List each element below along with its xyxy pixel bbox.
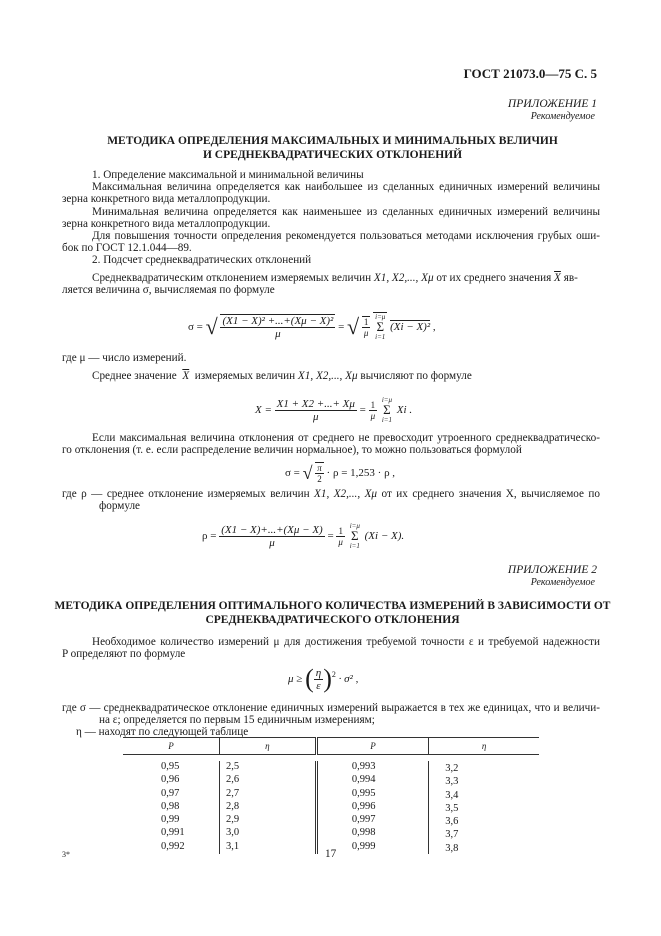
mean-intro-text-a: Среднее значение bbox=[92, 370, 177, 382]
table-cell: 3,0 bbox=[220, 827, 317, 840]
table-cell: 0,992 bbox=[161, 840, 185, 852]
mean-intro-vars: X1, X2,..., Xμ bbox=[297, 370, 358, 382]
header-eta-1: η bbox=[220, 738, 317, 755]
formula-mean bbox=[255, 396, 412, 424]
formula-normal-two: 2 bbox=[315, 473, 324, 484]
sum-top: i=μ bbox=[381, 396, 393, 404]
table-cell: 3,8 bbox=[429, 841, 539, 854]
formula-sigma-eq: = bbox=[338, 320, 345, 333]
formula-mean-sum: i=μ Σ i=1 bbox=[381, 396, 393, 424]
normal-paragraph-line2: го отклонения (т. е. если распределение величин нормальное), то можно пользоваться формулой bbox=[62, 444, 522, 456]
table-cell: 2,6 bbox=[220, 774, 317, 787]
requirement-line1: Необходимое количество измерений μ для достижения требуемой точности ε и требуемой надежности bbox=[92, 636, 600, 648]
table-header-row bbox=[123, 738, 539, 755]
min-paragraph-line2: зерна конкретного вида металлопродукции. bbox=[62, 218, 271, 230]
table-cell: 2,7 bbox=[220, 788, 317, 801]
table-cell: 3,6 bbox=[429, 814, 539, 827]
sheet-mark: 3* bbox=[62, 850, 70, 859]
section2-heading: 2. Подсчет среднеквадратических отклонений bbox=[92, 254, 312, 266]
where-sigma-line2: на ε; определяется по первым 15 единичным измерениям; bbox=[99, 714, 375, 726]
table-cell: 2,9 bbox=[220, 814, 317, 827]
formula-mean-fraction bbox=[275, 398, 357, 423]
formula-normal-lhs: σ = bbox=[285, 467, 300, 479]
sqrt-sign-2: √ bbox=[347, 313, 360, 339]
formula-mu: μ ≥ ( $\frac{\eta}{\varepsilon}$ )$^2$ · σ² , bbox=[288, 664, 359, 693]
eta-table bbox=[123, 737, 539, 854]
appendix2-title-line1: МЕТОДИКА ОПРЕДЕЛЕНИЯ ОПТИМАЛЬНОГО КОЛИЧЕСТВА ИЗМЕРЕНИЙ В ЗАВИСИМОСТИ ОТ bbox=[54, 600, 611, 612]
formula-normal-fraction bbox=[315, 462, 324, 484]
table-cell: 0,997 bbox=[316, 814, 428, 827]
formula-normal bbox=[285, 462, 395, 484]
rms-intro-text-c: яв- bbox=[563, 272, 578, 284]
table-cell: 0,993 bbox=[316, 761, 428, 774]
formula-sigma-comma: , bbox=[432, 320, 436, 333]
appendix2-label: ПРИЛОЖЕНИЕ 2 bbox=[507, 564, 597, 576]
table-cell: 0,99 bbox=[161, 814, 180, 826]
table-row bbox=[123, 774, 539, 787]
rms-intro-vars: X1, X2,..., Xμ bbox=[373, 272, 434, 284]
max-paragraph-line1: Максимальная величина определяется как наибольшее из сделанных единичных измерений величины bbox=[92, 181, 600, 193]
formula-mu-epsilon: ε bbox=[314, 679, 323, 692]
formula-sigma-fraction bbox=[220, 314, 335, 340]
table-row bbox=[123, 827, 539, 840]
formula-rho-denominator: μ bbox=[219, 536, 325, 549]
formula-mean-one: 1 bbox=[370, 399, 376, 410]
appendix2-status: Рекомендуемое bbox=[530, 577, 595, 588]
table-cell: 0,98 bbox=[161, 800, 180, 812]
rho-text-a: где ρ — среднее отклонение измеряемых величин bbox=[62, 488, 310, 500]
rms-intro-text-b: от их среднего значения bbox=[436, 272, 552, 284]
table-row bbox=[123, 761, 539, 774]
table-cell: 0,996 bbox=[316, 801, 428, 814]
formula-normal-rest: · ρ = 1,253 · ρ , bbox=[326, 467, 396, 479]
formula-rho-one-over-mu bbox=[336, 526, 345, 547]
table-cell: 3,7 bbox=[429, 827, 539, 840]
header-p-1: P bbox=[123, 738, 220, 755]
formula-rho-body: (Xi − X). bbox=[364, 530, 405, 542]
formula-sigma-numerator: (X1 − X)² +...+(Xμ − X)² bbox=[222, 314, 334, 327]
table-row bbox=[123, 814, 539, 827]
sqrt-sign: √ bbox=[205, 313, 218, 339]
sqrt-sign-3: √ bbox=[302, 462, 313, 483]
formula-rho-lhs: ρ = bbox=[202, 530, 217, 542]
table-cell: 0,95 bbox=[161, 761, 180, 772]
formula-rho-mu: μ bbox=[338, 536, 343, 547]
rho-paragraph-line1 bbox=[62, 488, 600, 501]
sum-top: i=μ bbox=[375, 313, 386, 321]
requirement-line2: P определяют по формуле bbox=[62, 648, 186, 660]
table-body bbox=[123, 755, 539, 855]
table-cell: 0,97 bbox=[161, 787, 180, 799]
table-cell: 0,991 bbox=[161, 827, 185, 839]
formula-mu-fraction bbox=[314, 667, 323, 692]
appendix1-label: ПРИЛОЖЕНИЕ 1 bbox=[507, 98, 597, 110]
sum-bottom: i=1 bbox=[381, 416, 393, 424]
rho-paragraph-line2: формуле bbox=[99, 500, 140, 512]
document-header: ГОСТ 21073.0—75 С. 5 bbox=[463, 66, 597, 81]
formula-rho-one: 1 bbox=[338, 525, 343, 536]
formula-sigma bbox=[188, 312, 436, 341]
formula-mu-rest: · σ² , bbox=[338, 673, 359, 685]
rho-text-b: от их среднего значения X, вычисляемое по bbox=[381, 488, 601, 500]
mean-intro-text-b: измеряемых величин bbox=[194, 370, 296, 382]
where-eta: η — находят по следующей таблице bbox=[76, 726, 249, 738]
formula-rho-sum: i=μ Σ i=1 bbox=[349, 522, 360, 550]
table-cell: 0,995 bbox=[316, 788, 428, 801]
table-cell: 0,96 bbox=[161, 774, 180, 786]
table-cell: 2,8 bbox=[220, 801, 317, 814]
normal-paragraph-line1: Если максимальная величина отклонения от среднего не превосходит утроенного среднеквадратическо- bbox=[92, 432, 600, 444]
formula-mu-eta: η bbox=[315, 666, 322, 679]
formula-mean-one-over-mu bbox=[369, 400, 378, 421]
table-cell: 3,3 bbox=[429, 774, 539, 787]
min-paragraph-line1: Минимальная величина определяется как наименьшее из сделанных единичных измерений величины bbox=[92, 206, 600, 218]
table-cell: 3,4 bbox=[429, 788, 539, 801]
formula-mean-mu: μ bbox=[370, 410, 376, 421]
formula-mean-eq: = bbox=[359, 404, 366, 416]
formula-normal-pi: π bbox=[317, 463, 322, 473]
accuracy-paragraph-line2: бок по ГОСТ 12.1.044—89. bbox=[62, 242, 192, 254]
formula-rho-fraction bbox=[219, 524, 325, 549]
where-mu: где μ — число измерений. bbox=[62, 352, 187, 364]
formula-mean-numerator: X1 + X2 +...+ Xμ bbox=[276, 397, 355, 410]
sum-bottom: i=1 bbox=[349, 542, 360, 550]
appendix1-title-line2: И СРЕДНЕКВАДРАТИЧЕСКИХ ОТКЛОНЕНИЙ bbox=[202, 149, 463, 161]
mean-intro-text-c: вычисляют по формуле bbox=[360, 370, 472, 382]
appendix2-title bbox=[50, 599, 615, 627]
appendix1-title bbox=[50, 134, 615, 162]
rms-intro-line2: ляется величина σ, вычисляемая по формуле bbox=[62, 284, 275, 296]
max-paragraph-line2: зерна конкретного вида металлопродукции. bbox=[62, 193, 271, 205]
formula-mean-body: Xi . bbox=[396, 404, 413, 416]
accuracy-paragraph-line1: Для повышения точности определения рекомендуется пользоваться методами исключения грубых оши- bbox=[92, 230, 600, 242]
sum-bottom: i=1 bbox=[375, 333, 386, 341]
table-cell: 3,1 bbox=[220, 841, 317, 854]
formula-mu-lhs: μ ≥ bbox=[288, 673, 303, 685]
header-eta-2: η bbox=[429, 738, 539, 755]
formula-sigma-one-over-mu: $\frac{1}{\mu}$ bbox=[363, 316, 369, 338]
formula-sigma-sum-body: (Xi − X)² bbox=[390, 321, 431, 333]
appendix1-status: Рекомендуемое bbox=[530, 111, 595, 122]
mean-intro bbox=[92, 370, 472, 383]
formula-sigma-lhs: σ = bbox=[188, 320, 203, 333]
table-cell: 0,999 bbox=[316, 841, 428, 854]
table-cell: 2,5 bbox=[220, 761, 317, 774]
formula-sigma-sum: i=μ Σ i=1 bbox=[375, 313, 386, 341]
formula-rho-numerator: (X1 − X)+...+(Xμ − X) bbox=[221, 523, 323, 536]
where-sigma-line1: где σ — среднеквадратическое отклонение единичных измерений выражается в тех же единицах, что и величи- bbox=[62, 702, 600, 714]
rms-intro-text-a: Среднеквадратическим отклонением измеряемых величин bbox=[92, 272, 372, 284]
rho-vars: X1, X2,..., Xμ bbox=[314, 488, 378, 500]
table-cell: 3,5 bbox=[429, 801, 539, 814]
formula-rho-eq: = bbox=[327, 530, 334, 542]
table-cell: 0,994 bbox=[316, 774, 428, 787]
formula-sigma-denominator: μ bbox=[220, 327, 335, 340]
page-number: 17 bbox=[325, 848, 337, 860]
table-cell: 3,2 bbox=[429, 761, 539, 774]
mean-intro-xbar: $\overline{X}$ bbox=[182, 370, 190, 382]
appendix2-title-line2: СРЕДНЕКВАДРАТИЧЕСКОГО ОТКЛОНЕНИЯ bbox=[205, 614, 460, 626]
formula-rho bbox=[202, 522, 404, 550]
section1-heading: 1. Определение максимальной и минимальной величины bbox=[92, 169, 364, 181]
appendix1-title-line1: МЕТОДИКА ОПРЕДЕЛЕНИЯ МАКСИМАЛЬНЫХ И МИНИМАЛЬНЫХ ВЕЛИЧИН bbox=[107, 135, 558, 147]
table-row bbox=[123, 801, 539, 814]
header-p-2: P bbox=[316, 738, 428, 755]
formula-mean-denominator: μ bbox=[275, 410, 357, 423]
rms-intro-xbar: $\overline{X}$ bbox=[554, 272, 561, 284]
table-cell: 0,998 bbox=[316, 827, 428, 840]
table-row bbox=[123, 788, 539, 801]
formula-mean-lhs: X = bbox=[255, 404, 272, 416]
sum-top: i=μ bbox=[349, 522, 360, 530]
